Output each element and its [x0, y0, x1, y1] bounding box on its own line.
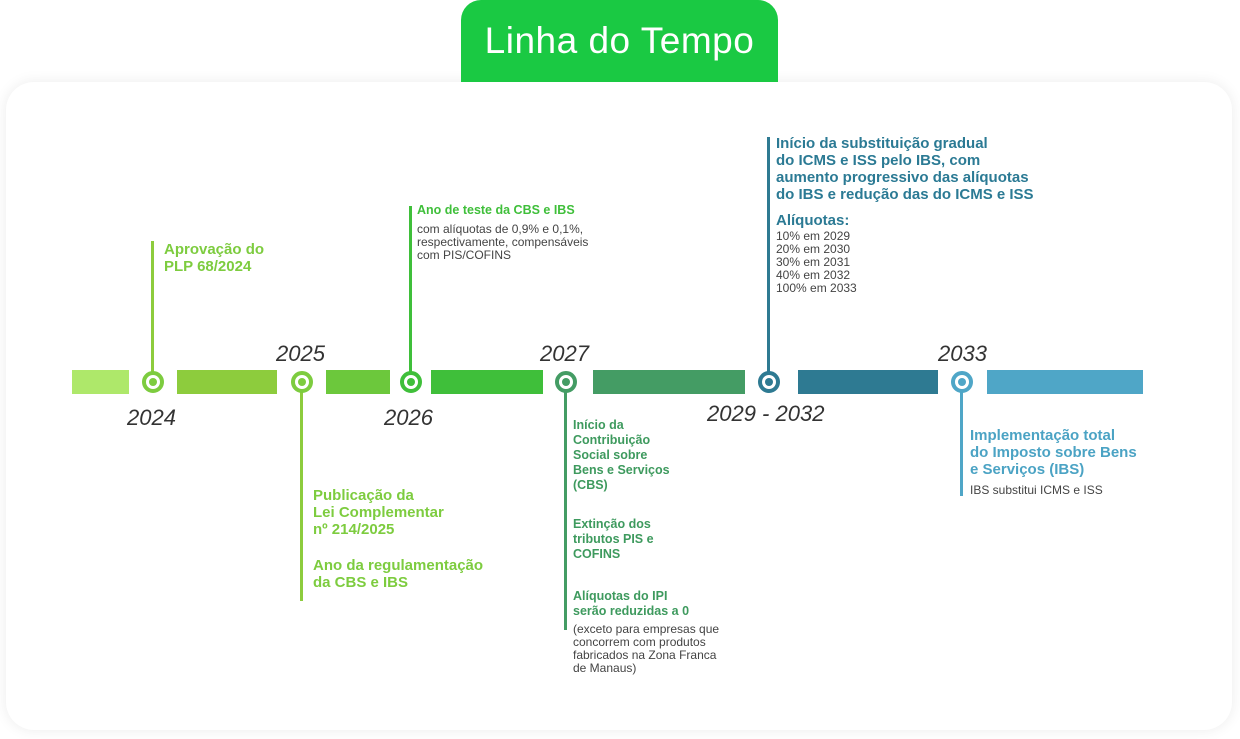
- year-2026: 2026: [384, 405, 433, 430]
- node-2026: [400, 371, 422, 393]
- event-2024-title: Aprovação do PLP 68/2024: [164, 241, 265, 275]
- year-2029-2032: 2029 - 2032: [707, 401, 825, 426]
- timeline-segment-4: [431, 370, 543, 394]
- event-2025-title: Publicação da Lei Complementar nº 214/2025: [313, 487, 444, 538]
- node-2027: [555, 371, 577, 393]
- connector-2027: [564, 392, 567, 630]
- connector-2029: [767, 137, 770, 372]
- timeline-segment-1: [72, 370, 129, 394]
- node-2029: [758, 371, 780, 393]
- year-2024: 2024: [127, 405, 176, 430]
- year-2025: 2025: [276, 341, 325, 366]
- node-2033: [951, 371, 973, 393]
- event-2025-regulation: Ano da regulamentação da CBS e IBS: [313, 557, 484, 591]
- event-2029-rates-title: Alíquotas:: [776, 212, 850, 229]
- timeline-segment-2: [177, 370, 277, 394]
- timeline-segment-5: [593, 370, 745, 394]
- event-2033-body: IBS substitui ICMS e ISS: [970, 483, 1103, 497]
- event-2026-body: com alíquotas de 0,9% e 0,1%, respectivamente, compensáveis com PIS/COFINS: [417, 222, 589, 262]
- event-2033-title: Implementação total do Imposto sobre Bens e Serviços (IBS): [970, 427, 1137, 478]
- event-2029-title: Início da substituição gradual do ICMS e ISS pelo IBS, com aumento progressivo das alíquotas do IBS e redução das do ICMS e ISS: [776, 135, 1034, 203]
- connector-2024: [151, 241, 154, 372]
- page-title: Linha do Tempo: [461, 0, 778, 82]
- timeline-segment-6: [798, 370, 938, 394]
- year-2027: 2027: [540, 341, 589, 366]
- event-2027-pis-cofins: Extinção dos tributos PIS e COFINS: [573, 517, 654, 561]
- node-2024: [142, 371, 164, 393]
- event-2027-ipi-note: (exceto para empresas que concorrem com produtos fabricados na Zona Franca de Manaus): [573, 622, 720, 675]
- event-2027-ipi: Alíquotas do IPI serão reduzidas a 0: [573, 589, 690, 618]
- event-2026-title: Ano de teste da CBS e IBS: [417, 203, 575, 217]
- connector-2033: [960, 392, 963, 496]
- year-2033: 2033: [938, 341, 987, 366]
- node-2025: [291, 371, 313, 393]
- connector-2026: [409, 206, 412, 372]
- timeline-segment-7: [987, 370, 1143, 394]
- event-2029-rates: 10% em 2029 20% em 2030 30% em 2031 40% em 2032 100% em 2033: [776, 229, 857, 295]
- event-2027-cbs: Início da Contribuição Social sobre Bens e Serviços (CBS): [573, 418, 670, 492]
- connector-2025: [300, 392, 303, 601]
- timeline-segment-3: [326, 370, 390, 394]
